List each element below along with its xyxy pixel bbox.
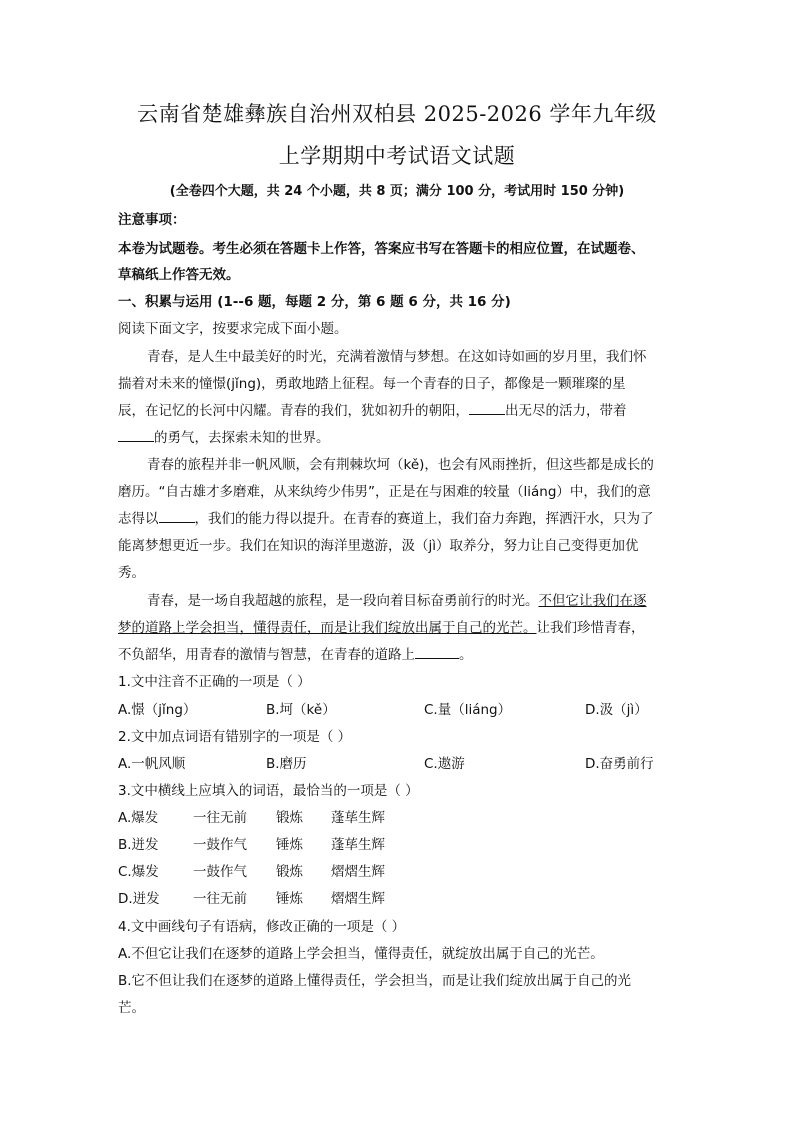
passage-p1-line2: 揣着对未来的憧憬(jǐng)，勇敢地踏上征程。每一个青春的日子，都像是一颗璀璨的星 <box>118 376 626 392</box>
exam-title-line1: 云南省楚雄彝族自治州双柏县 2025-2026 学年九年级 <box>137 102 657 126</box>
notice-heading: 注意事项： <box>118 212 186 228</box>
passage-p2-line1: 青春的旅程并非一帆风顺，会有荆棘坎坷（kě)，也会有风雨挫折，但这些都是成长的 <box>147 457 654 473</box>
passage-p3-line2-text: 让我们珍惜青春， <box>536 620 645 636</box>
passage-p1-line3-text-a: 辰，在记忆的长河中闪耀。青春的我们，犹如初升的朝阳， <box>118 403 469 419</box>
fill-blank-4[interactable] <box>415 646 459 659</box>
q3-option-a-word4: 蓬荜生辉 <box>331 810 385 826</box>
section1-heading: 一、积累与运用 (1--6 题，每题 2 分，第 6 题 6 分，共 16 分) <box>118 294 511 310</box>
passage-p2-line3-text-a: 志得以 <box>118 511 159 527</box>
underlined-sentence-part1: 不但它让我们在逐 <box>538 593 647 609</box>
reading-instruction: 阅读下面文字，按要求完成下面小题。 <box>118 321 348 337</box>
q3-option-d-label[interactable]: D.迸发 <box>118 891 160 907</box>
notice-line1: 本卷为试题卷。考生必须在答题卡上作答，答案应书写在答题卡的相应位置，在试题卷、 <box>118 241 645 257</box>
question-3-stem: 3.文中横线上应填入的词语，最恰当的一项是（ ） <box>118 783 419 799</box>
passage-p3-line1 <box>147 589 647 609</box>
q3-option-c-word3: 锻炼 <box>276 864 303 880</box>
q2-option-a[interactable]: A.一帆风顺 <box>118 756 186 772</box>
passage-p2-line4: 能离梦想更近一步。我们在知识的海洋里遨游，汲（jì）取养分，努力让自己变得更加优 <box>118 538 639 554</box>
passage-p1-line1: 青春，是人生中最美好的时光，充满着激情与梦想。在这如诗如画的岁月里，我们怀 <box>147 349 647 365</box>
question-1-stem: 1.文中注音不正确的一项是（ ） <box>118 674 311 690</box>
passage-p2-line3 <box>118 507 654 527</box>
q2-option-c[interactable]: C.遨游 <box>424 756 465 772</box>
exam-subtitle: (全卷四个大题，共 24 个小题，共 8 页；满分 100 分，考试用时 150 分钟) <box>169 184 625 199</box>
q3-option-c-word2: 一鼓作气 <box>193 864 247 880</box>
q1-option-c[interactable]: C.量（liáng） <box>424 702 512 718</box>
q1-option-d[interactable]: D.汲（jì） <box>585 702 648 718</box>
q3-option-a-word2: 一往无前 <box>193 810 247 826</box>
q3-option-d-word2: 一往无前 <box>193 891 247 907</box>
passage-p1-line3-text-b: 出无尽的活力，带着 <box>505 403 627 419</box>
passage-p3-line1-text: 青春，是一场自我超越的旅程，是一段向着目标奋勇前行的时光。 <box>147 593 539 609</box>
exam-title-line2: 上学期期中考试语文试题 <box>278 144 516 168</box>
q3-option-c-word4: 熠熠生辉 <box>331 864 385 880</box>
passage-p3-line3-text-a: 不负韶华，用青春的激情与智慧，在青春的道路上 <box>118 647 415 663</box>
underlined-sentence-part2: 梦的道路上学会担当，懂得责任，而是让我们绽放出属于自己的光芒。 <box>118 620 537 636</box>
q3-option-b-word3: 锤炼 <box>276 837 303 853</box>
q4-option-b-line2[interactable]: 芒。 <box>118 1000 145 1016</box>
q3-option-c-label[interactable]: C.爆发 <box>118 864 159 880</box>
passage-p1-line3 <box>118 399 627 419</box>
fill-blank-1[interactable] <box>469 402 505 415</box>
passage-p1-line4 <box>118 426 330 446</box>
passage-p1-line4-text: 的勇气，去探索未知的世界。 <box>154 430 330 446</box>
fill-blank-3[interactable] <box>159 510 195 523</box>
q3-option-d-word4: 熠熠生辉 <box>331 891 385 907</box>
q4-option-b-line1[interactable]: B.它不但让我们在逐梦的道路上懂得责任，学会担当，而是让我们绽放出属于自己的光 <box>118 973 632 989</box>
question-4-stem: 4.文中画线句子有语病，修改正确的一项是（ ） <box>118 919 406 935</box>
fill-blank-2[interactable] <box>118 429 154 442</box>
q4-option-a[interactable]: A.不但它让我们在逐梦的道路上学会担当，懂得责任，就绽放出属于自己的光芒。 <box>118 946 604 962</box>
q1-option-b[interactable]: B.坷（kě） <box>266 702 336 718</box>
question-2-stem: 2.文中加点词语有错别字的一项是（ ） <box>118 729 352 745</box>
passage-p3-line3 <box>118 643 473 663</box>
passage-p3-line3-text-b: 。 <box>459 647 473 663</box>
passage-p2-line2: 磨历。“自古雄才多磨难，从来纨绔少伟男”，正是在与困难的较量（liáng）中，我们的意 <box>118 484 651 500</box>
q1-option-a[interactable]: A.憬（jǐng） <box>118 702 197 718</box>
q3-option-b-label[interactable]: B.迸发 <box>118 837 159 853</box>
passage-p2-line5: 秀。 <box>118 565 145 581</box>
passage-p2-line3-text-b: ，我们的能力得以提升。在青春的赛道上，我们奋力奔跑，挥洒汗水，只为了 <box>194 511 654 527</box>
q3-option-d-word3: 锤炼 <box>276 891 303 907</box>
q3-option-b-word4: 蓬荜生辉 <box>331 837 385 853</box>
q3-option-a-word3: 锻炼 <box>276 810 303 826</box>
notice-line2: 草稿纸上作答无效。 <box>118 267 240 283</box>
q3-option-b-word2: 一鼓作气 <box>193 837 247 853</box>
passage-p3-line2 <box>118 616 645 636</box>
q3-option-a-label[interactable]: A.爆发 <box>118 810 159 826</box>
q2-option-b[interactable]: B.磨历 <box>266 756 307 772</box>
q2-option-d[interactable]: D.奋勇前行 <box>585 756 654 772</box>
